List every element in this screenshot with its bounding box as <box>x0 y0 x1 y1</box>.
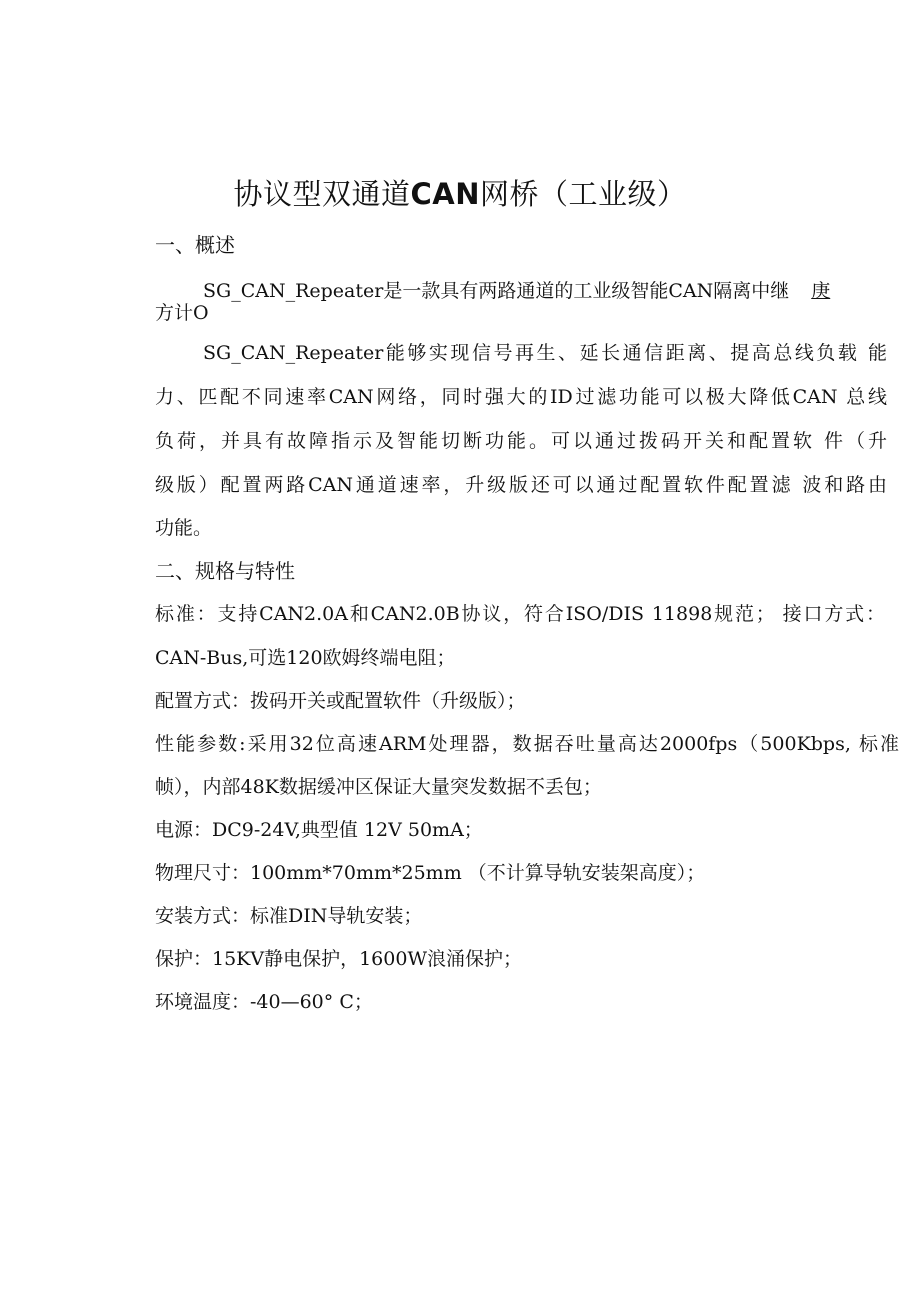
section-heading-specs: 二、规格与特性 <box>155 559 295 583</box>
spec-line-performance: 性能参数:采用32位高速ARM处理器，数据吞吐量高达2000fps（500Kbps, 标准 <box>155 733 899 755</box>
title-prefix: 协议型双通道 <box>233 177 411 211</box>
overview-p2-line1: SG_CAN_Repeater能够实现信号再生、延长通信距离、提高总线负载 能 <box>203 342 887 364</box>
section-heading-overview: 一、概述 <box>155 233 235 257</box>
overview-p1-line1-tail: 庚 <box>811 280 831 302</box>
spec-line-power: 电源：DC9-24V,典型值 12V 50mA； <box>155 819 483 841</box>
spec-line-config: 配置方式：拨码开关或配置软件（升级版）； <box>155 690 526 712</box>
overview-p1-line1-main: SG_CAN_Repeater是一款具有两路通道的工业级智能CAN隔离中继 <box>203 280 790 302</box>
spec-line-temperature: 环境温度：-40—60° C； <box>155 991 373 1013</box>
overview-p2-line3: 负荷，并具有故障指示及智能切断功能。可以通过拨码开关和配置软 件（升 <box>155 430 887 452</box>
title-latin: CAN <box>410 177 480 211</box>
overview-p1-line1 <box>203 276 830 306</box>
spec-line-mounting: 安装方式：标准DIN导轨安装； <box>155 905 423 927</box>
overview-p2-line5: 功能。 <box>155 517 213 539</box>
spec-line-performance-cont: 帧），内部48K数据缓冲区保证大量突发数据不丢包； <box>155 776 602 798</box>
spec-line-interface: CAN-Bus,可选120欧姆终端电阻； <box>155 647 456 669</box>
overview-p1-line2: 方计O <box>155 302 209 324</box>
spec-line-protection: 保护：15KV静电保护，1600W浪涌保护； <box>155 948 522 970</box>
overview-p2-line4: 级版）配置两路CAN通道速率，升级版还可以通过配置软件配置滤 波和路由 <box>155 474 887 496</box>
spec-line-standard: 标准：支持CAN2.0A和CAN2.0B协议，符合ISO/DIS 11898规范； 接口方式： <box>155 603 885 625</box>
title-suffix: 网桥（工业级） <box>480 177 687 211</box>
spec-line-dimensions: 物理尺寸：100mm*70mm*25mm （不计算导轨安装架高度）； <box>155 862 706 884</box>
overview-p2-line2: 力、匹配不同速率CAN网络，同时强大的ID过滤功能可以极大降低CAN 总线 <box>155 386 887 408</box>
document-title <box>0 172 920 216</box>
